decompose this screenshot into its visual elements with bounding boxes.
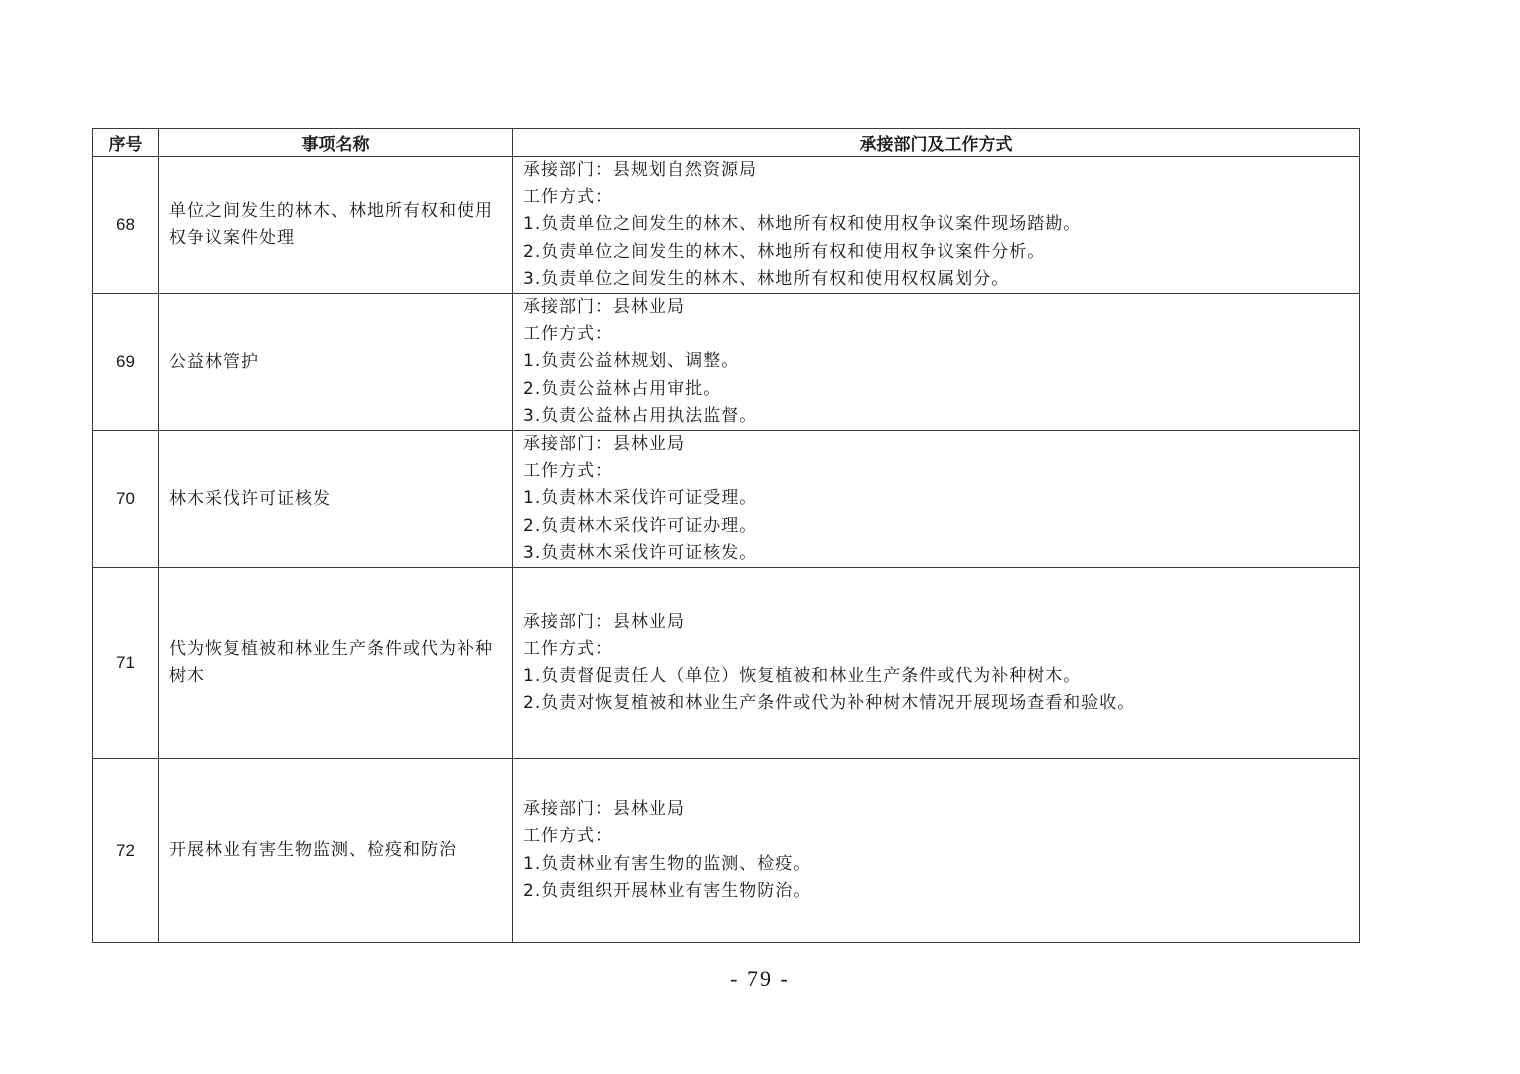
dept-line: 承接部门：县林业局: [523, 297, 685, 318]
page-number: - 79 -: [730, 966, 790, 991]
table-row: [93, 157, 1360, 294]
row-detail: [513, 568, 1360, 759]
method-item: 2.负责单位之间发生的林木、林地所有权和使用权争议案件分析。: [523, 241, 1046, 262]
table-header-row: [93, 129, 1360, 157]
row-no: 71: [93, 568, 159, 759]
dept-line: 承接部门：县林业局: [523, 799, 685, 820]
row-detail: [513, 431, 1360, 568]
dept-line: 承接部门：县林业局: [523, 434, 685, 455]
table-row: [93, 294, 1360, 431]
table-row: [93, 568, 1360, 759]
header-no: 序号: [93, 129, 159, 157]
row-name: 公益林管护: [159, 294, 513, 431]
method-item: 1.负责单位之间发生的林木、林地所有权和使用权争议案件现场踏勘。: [523, 214, 1082, 235]
header-name: 事项名称: [159, 129, 513, 157]
row-name: 林木采伐许可证核发: [159, 431, 513, 568]
row-no: 70: [93, 431, 159, 568]
method-item: 3.负责林木采伐许可证核发。: [523, 542, 758, 563]
method-label: 工作方式：: [523, 826, 613, 847]
table-row: [93, 759, 1360, 943]
method-item: 3.负责公益林占用执法监督。: [523, 405, 758, 426]
row-no: 72: [93, 759, 159, 943]
dept-line: 承接部门：县林业局: [523, 611, 685, 632]
row-no: 68: [93, 157, 159, 294]
method-item: 2.负责林木采伐许可证办理。: [523, 515, 758, 536]
method-item: 1.负责林木采伐许可证受理。: [523, 488, 758, 509]
dept-line: 承接部门：县规划自然资源局: [523, 160, 757, 180]
method-label: 工作方式：: [523, 638, 613, 659]
table-row: [93, 431, 1360, 568]
header-detail: 承接部门及工作方式: [513, 129, 1360, 157]
row-detail: [513, 759, 1360, 943]
matters-table: [92, 128, 1360, 943]
row-name: 单位之间发生的林木、林地所有权和使用权争议案件处理: [159, 157, 513, 294]
row-detail: [513, 294, 1360, 431]
row-name: 代为恢复植被和林业生产条件或代为补种树木: [159, 568, 513, 759]
method-item: 2.负责公益林占用审批。: [523, 378, 722, 399]
row-name: 开展林业有害生物监测、检疫和防治: [159, 759, 513, 943]
method-item: 3.负责单位之间发生的林木、林地所有权和使用权权属划分。: [523, 268, 1010, 289]
row-no: 69: [93, 294, 159, 431]
method-item: 1.负责督促责任人（单位）恢复植被和林业生产条件或代为补种树木。: [523, 666, 1082, 687]
method-item: 1.负责公益林规划、调整。: [523, 351, 740, 372]
method-label: 工作方式：: [523, 324, 613, 345]
method-item: 2.负责对恢复植被和林业生产条件或代为补种树木情况开展现场查看和验收。: [523, 693, 1136, 714]
method-label: 工作方式：: [523, 187, 613, 208]
row-detail: [513, 157, 1360, 294]
method-item: 2.负责组织开展林业有害生物防治。: [523, 880, 812, 901]
method-item: 1.负责林业有害生物的监测、检疫。: [523, 853, 812, 874]
method-label: 工作方式：: [523, 461, 613, 482]
